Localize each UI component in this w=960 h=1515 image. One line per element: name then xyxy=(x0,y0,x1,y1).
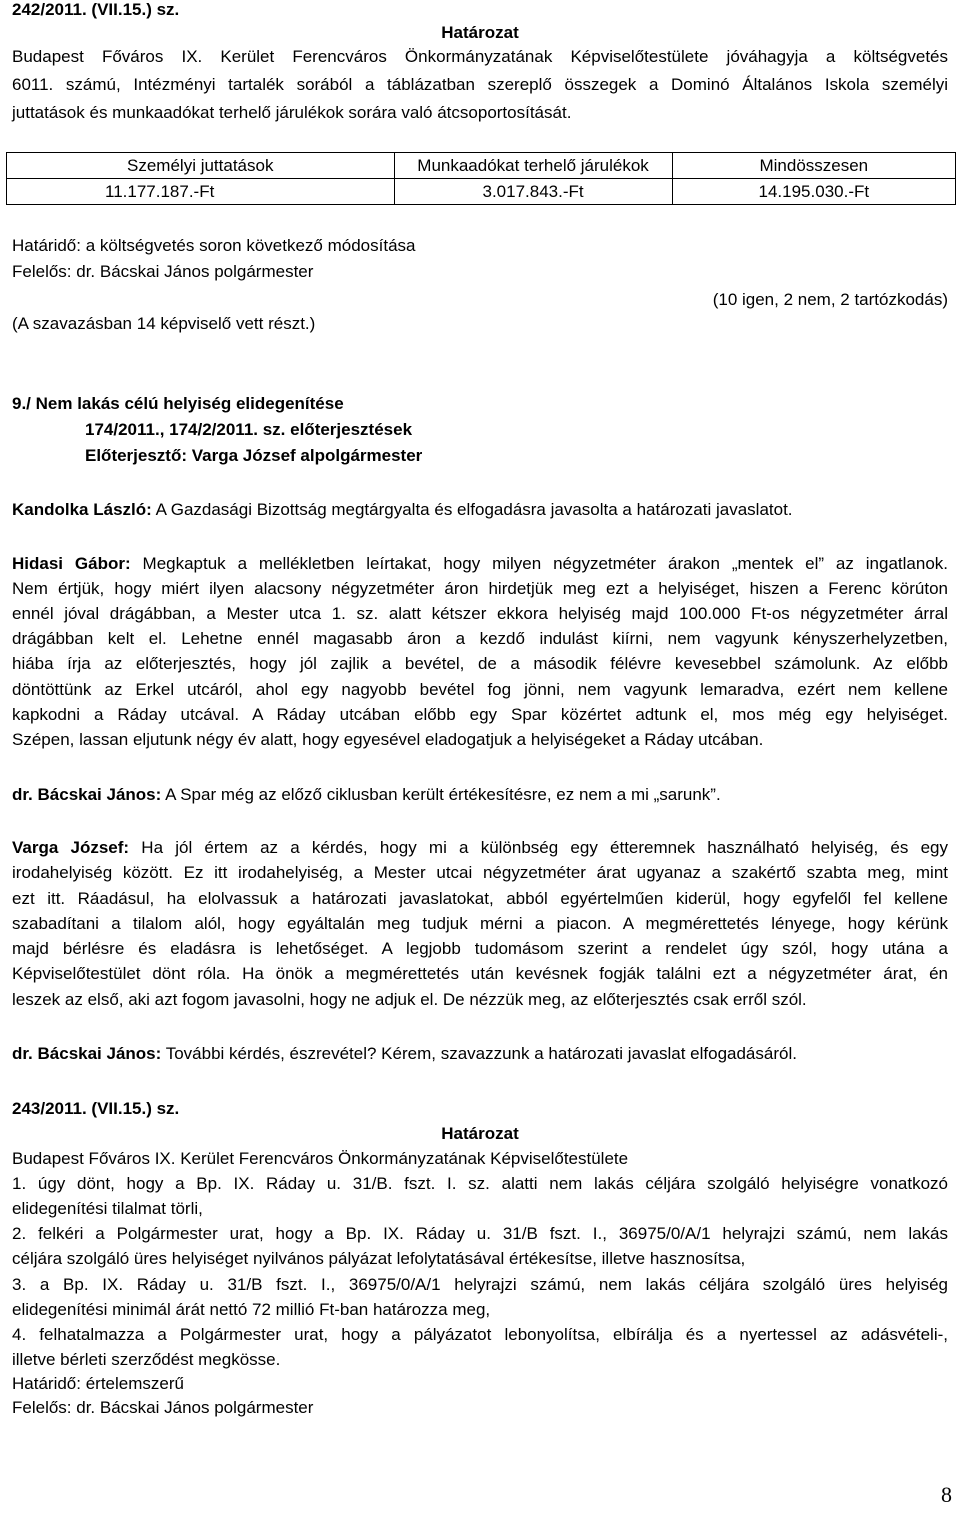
attendance: (A szavazásban 14 képviselő vett részt.) xyxy=(12,314,316,333)
speaker-name: dr. Bácskai János: xyxy=(12,1044,162,1063)
speech-text: Megkaptuk a mellékletben leírtakat, hogy milyen négyzetméter árakon „mentek el” az ingatlanok. xyxy=(130,554,949,573)
resolution-text-line: illetve bérleti szerződést megkösse. xyxy=(12,1350,281,1369)
resolution-title: Határozat xyxy=(441,1124,519,1143)
resolution-text-line: Budapest Főváros IX. Kerület Ferencváros Önkormányzatának Képviselőtestülete xyxy=(12,1149,629,1168)
resolution-text-line: 2. felkéri a Polgármester urat, hogy a Bp. IX. Ráday u. 31/B fszt. I., 36975/0/A/1 helyrajzi számú, nem lakás xyxy=(12,1224,948,1243)
speech-kandolka xyxy=(12,500,793,520)
resolution-responsible: Felelős: dr. Bácskai János polgármester xyxy=(12,1398,314,1417)
resolution-text-line: 4. felhatalmazza a Polgármester urat, hogy a pályázatot lebonyolítsa, elbírálja és a nyertessel az adásvételi-, xyxy=(12,1325,948,1344)
speech-text: ezt itt. Ráadásul, ha elolvassuk a határozati javaslatokat, abból egyértelműen kiderül, hogy egyfelől fel kellene xyxy=(12,889,948,908)
agenda-documents: 174/2011., 174/2/2011. sz. előterjesztések xyxy=(85,420,413,439)
speech-hidasi-line xyxy=(12,554,948,574)
speech-bacskai xyxy=(12,785,721,805)
speech-text: A Spar még az előző ciklusban került értékesítésre, ez nem a mi „sarunk”. xyxy=(161,785,721,804)
speech-varga-line xyxy=(12,838,948,858)
speech-text: leszek az első, aki azt fogom javasolni, hogy ne adjuk el. De nézzük meg, az előterjesztés csak erről szól. xyxy=(12,990,807,1009)
table-cell: 11.177.187.-Ft xyxy=(7,179,395,205)
table-header-row xyxy=(7,153,956,179)
speech-text: kapkodni a Ráday utcával. A Ráday utcában előbb egy Spar közértet adtunk el, mos még egy helyiséget. xyxy=(12,705,948,724)
speech-text: hiába írja az előterjesztés, hogy jól zajlik a bevétel, de a második félévre kevesebbel számolunk. Az előbb xyxy=(12,654,948,673)
resolution-text-line: 3. a Bp. IX. Ráday u. 31/B fszt. I., 36975/0/A/1 helyrajzi számú, nem lakás céljára szolgáló üres helyiség xyxy=(12,1275,948,1294)
speech-text: döntöttünk az Erkel utcáról, ahol egy nagyobb bevétel fog jönni, nem vagyunk lemaradva, ezért nem kellene xyxy=(12,680,948,699)
speaker-name: Kandolka László: xyxy=(12,500,152,519)
resolution-number: 243/2011. (VII.15.) sz. xyxy=(12,1099,180,1118)
agenda-presenter: Előterjesztő: Varga József alpolgármester xyxy=(85,446,423,465)
speech-text: ennél jóval drágábban, a Mester utca 1. sz. alatt kétszer ekkora helyiség majd 100.000 Ft-os négyzetméter árral xyxy=(12,604,948,623)
speech-text: Nem értjük, hogy miért ilyen alacsony négyzetméter áron hirdetjük meg ezt a helyiséget, hiszen a Ferenc körúton xyxy=(12,579,948,598)
resolution-text-line: 1. úgy dönt, hogy a Bp. IX. Ráday u. 31/B. fszt. I. sz. alatti nem lakás céljára szolgáló helyiségre vonatkozó xyxy=(12,1174,948,1193)
speech-text: Szépen, lassan eljutunk négy év alatt, hogy egyesével eladogatjuk a helyiségeket a Ráday utcában. xyxy=(12,730,764,749)
vote-result: (10 igen, 2 nem, 2 tartózkodás) xyxy=(712,290,948,309)
speech-text: A Gazdasági Bizottság megtárgyalta és elfogadásra javasolta a határozati javaslatot. xyxy=(151,500,793,519)
speaker-name: Hidasi Gábor: xyxy=(12,554,131,573)
table-header-cell: Személyi juttatások xyxy=(7,153,395,179)
table-row xyxy=(7,179,956,205)
speech-text: Ha jól értem az a kérdés, hogy mi a különbség egy étteremnek használható helyiség, és egy xyxy=(129,838,949,857)
speech-text: További kérdés, észrevétel? Kérem, szavazzunk a határozati javaslat elfogadásáról. xyxy=(161,1044,797,1063)
speech-text: irodahelyiség között. Ez itt irodahelyiség, a Mester utcai négyzetméter árat ugyanaz a szakértő szabta meg, mint xyxy=(12,863,948,882)
speech-bacskai-2 xyxy=(12,1044,797,1064)
resolution-number: 242/2011. (VII.15.) sz. xyxy=(12,0,180,19)
agenda-item-title: 9./ Nem lakás célú helyiség elidegenítése xyxy=(12,394,344,413)
resolution-text-line: juttatások és munkaadókat terhelő járulékok sorára való átcsoportosítását. xyxy=(12,103,572,122)
resolution-deadline: Határidő: értelemszerű xyxy=(12,1374,184,1393)
speech-text: drágábban kelt el. Lehetne ennél magasabb áron a kezdő indulást kiírni, nem vagyunk kényszerhelyzetben, xyxy=(12,629,948,648)
deadline: Határidő: a költségvetés soron következő módosítása xyxy=(12,236,416,255)
speech-text: Képviselőtestület dönt róla. Ha önök a megmérettetés után kevésnek fogják találni ezt a négyzetméter árat, én xyxy=(12,964,948,983)
table-header-cell: Munkaadókat terhelő járulékok xyxy=(394,153,672,179)
speech-text: majd bérlésre és eladásra is lehetőséget. A legjobb tudomásom szerint a rendelet úgy szól, hogy utána a xyxy=(12,939,948,958)
speaker-name: Varga József: xyxy=(12,838,130,857)
budget-table xyxy=(6,152,956,205)
resolution-text-line: 6011. számú, Intézményi tartalék sorából a táblázatban szereplő összegek a Dominó Általános Iskola személyi xyxy=(12,75,948,94)
responsible: Felelős: dr. Bácskai János polgármester xyxy=(12,262,314,281)
resolution-text-line: céljára szolgáló üres helyiséget nyilvános pályázat lefolytatásával értékesítse, illetve hasznosítsa, xyxy=(12,1249,746,1268)
table-cell: 3.017.843.-Ft xyxy=(394,179,672,205)
page-number: 8 xyxy=(941,1482,952,1507)
resolution-text-line: Budapest Főváros IX. Kerület Ferencváros Önkormányzatának Képviselőtestülete jóváhagyja a költségvetés xyxy=(12,47,948,66)
resolution-text-line: elidegenítési minimál árát nettó 72 millió Ft-ban határozza meg, xyxy=(12,1300,491,1319)
speaker-name: dr. Bácskai János: xyxy=(12,785,162,804)
speech-text: szabadítani a tilalom alól, hogy egyáltalán meg tudjuk mérni a piacon. A megmérettetés lényege, hogy kérünk xyxy=(12,914,948,933)
table-header-cell: Mindösszesen xyxy=(672,153,955,179)
resolution-text-line: elidegenítési tilalmat törli, xyxy=(12,1199,203,1218)
table-cell: 14.195.030.-Ft xyxy=(672,179,955,205)
resolution-title: Határozat xyxy=(441,23,519,42)
